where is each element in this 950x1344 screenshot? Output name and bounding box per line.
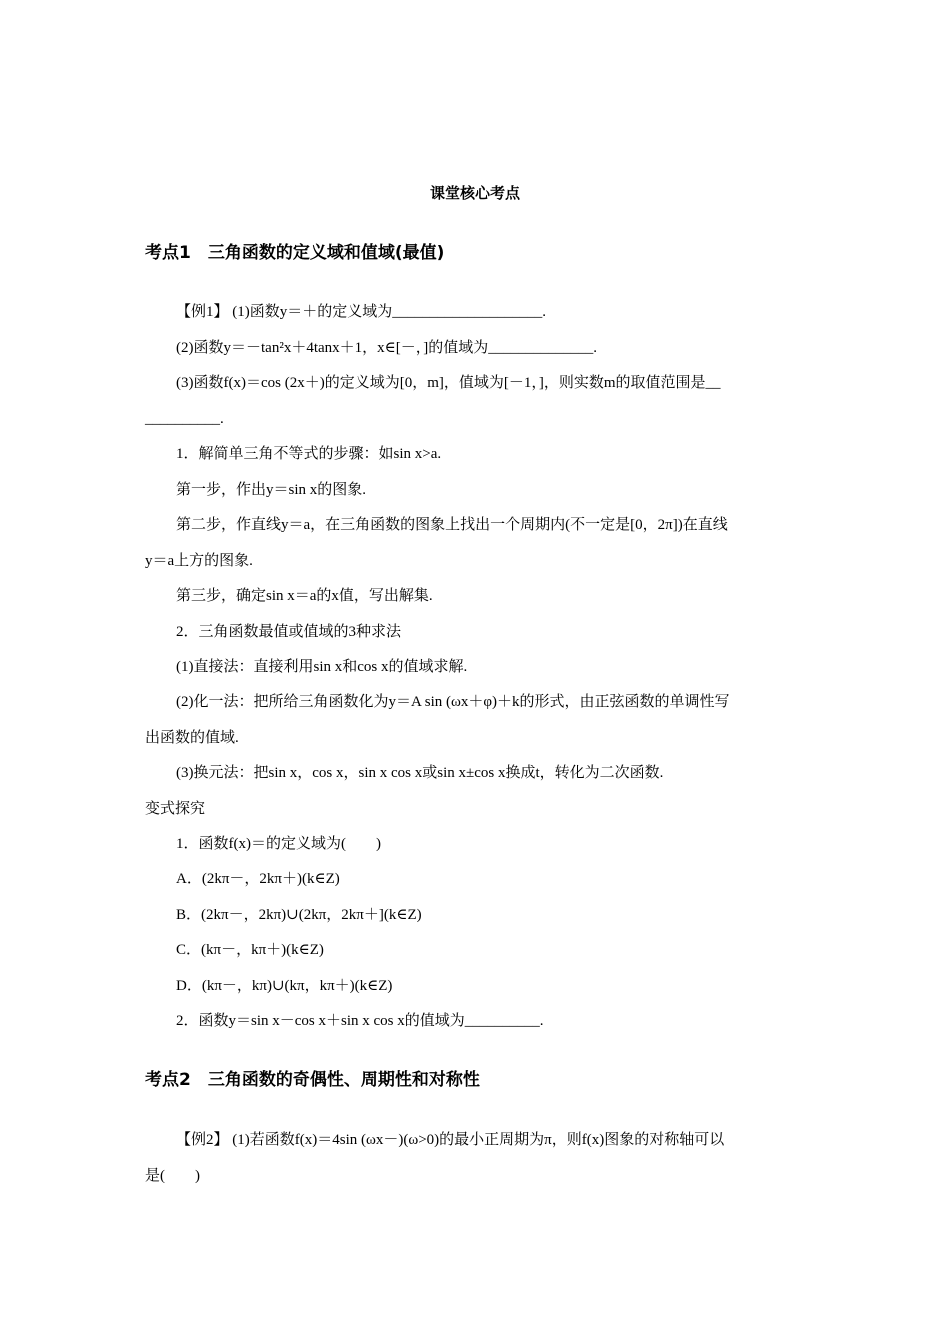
question-1-option-c: C．(kπ－，kπ＋)(k∈Z) <box>176 942 324 958</box>
example-1-part-3-cont: __________. <box>145 411 224 427</box>
question-2: 2．函数y＝sin x－cos x＋sin x cos x的值域为__________. <box>176 1013 544 1029</box>
note-1-step-1: 第一步，作出y＝sin x的图象. <box>176 482 367 498</box>
note-2: 2．三角函数最值或值域的3种求法 <box>176 624 402 640</box>
example-2-part-1: 【例2】 (1)若函数f(x)＝4sin (ωx－)(ω>0)的最小正周期为π，则f(x)图象的对称轴可以 <box>176 1132 725 1148</box>
question-1-option-b: B．(2kπ－，2kπ)∪(2kπ，2kπ＋](k∈Z) <box>176 907 422 923</box>
question-1: 1．函数f(x)＝的定义域为( ) <box>176 836 381 852</box>
note-2-method-2-cont: 出函数的值域. <box>145 730 239 746</box>
example-1-part-2: (2)函数y＝－tan²x＋4tanx＋1，x∈[－，]的值域为______________. <box>176 340 597 356</box>
section-heading-1: 考点1 三角函数的定义域和值域(最值) <box>145 243 445 263</box>
example-1-part-1: 【例1】 (1)函数y＝＋的定义域为____________________. <box>176 304 546 320</box>
note-1-step-3: 第三步，确定sin x＝a的x值，写出解集. <box>176 588 433 604</box>
example-2-part-1-cont: 是( ) <box>145 1168 200 1184</box>
note-1-step-2: 第二步，作直线y＝a，在三角函数的图象上找出一个周期内(不一定是[0，2π])在直线 <box>176 517 728 533</box>
note-1-step-2-cont: y＝a上方的图象. <box>145 553 253 569</box>
question-1-option-d: D．(kπ－，kπ)∪(kπ，kπ＋)(k∈Z) <box>176 978 393 994</box>
question-1-option-a: A．(2kπ－，2kπ＋)(k∈Z) <box>176 871 340 887</box>
section-heading-2: 考点2 三角函数的奇偶性、周期性和对称性 <box>145 1070 480 1090</box>
note-2-method-3: (3)换元法：把sin x，cos x，sin x cos x或sin x±cos x换成t，转化为二次函数. <box>176 765 664 781</box>
example-1-part-3: (3)函数f(x)＝cos (2x＋)的定义域为[0，m]，值域为[－1，]，则实数m的取值范围是__ <box>176 375 721 391</box>
page-title: 课堂核心考点 <box>429 184 520 202</box>
note-1: 1．解简单三角不等式的步骤：如sin x>a. <box>176 446 442 462</box>
note-2-method-2: (2)化一法：把所给三角函数化为y＝A sin (ωx＋φ)＋k的形式，由正弦函数的单调性写 <box>176 694 730 710</box>
note-2-method-1: (1)直接法：直接利用sin x和cos x的值域求解. <box>176 659 468 675</box>
variation-label: 变式探究 <box>145 801 206 817</box>
